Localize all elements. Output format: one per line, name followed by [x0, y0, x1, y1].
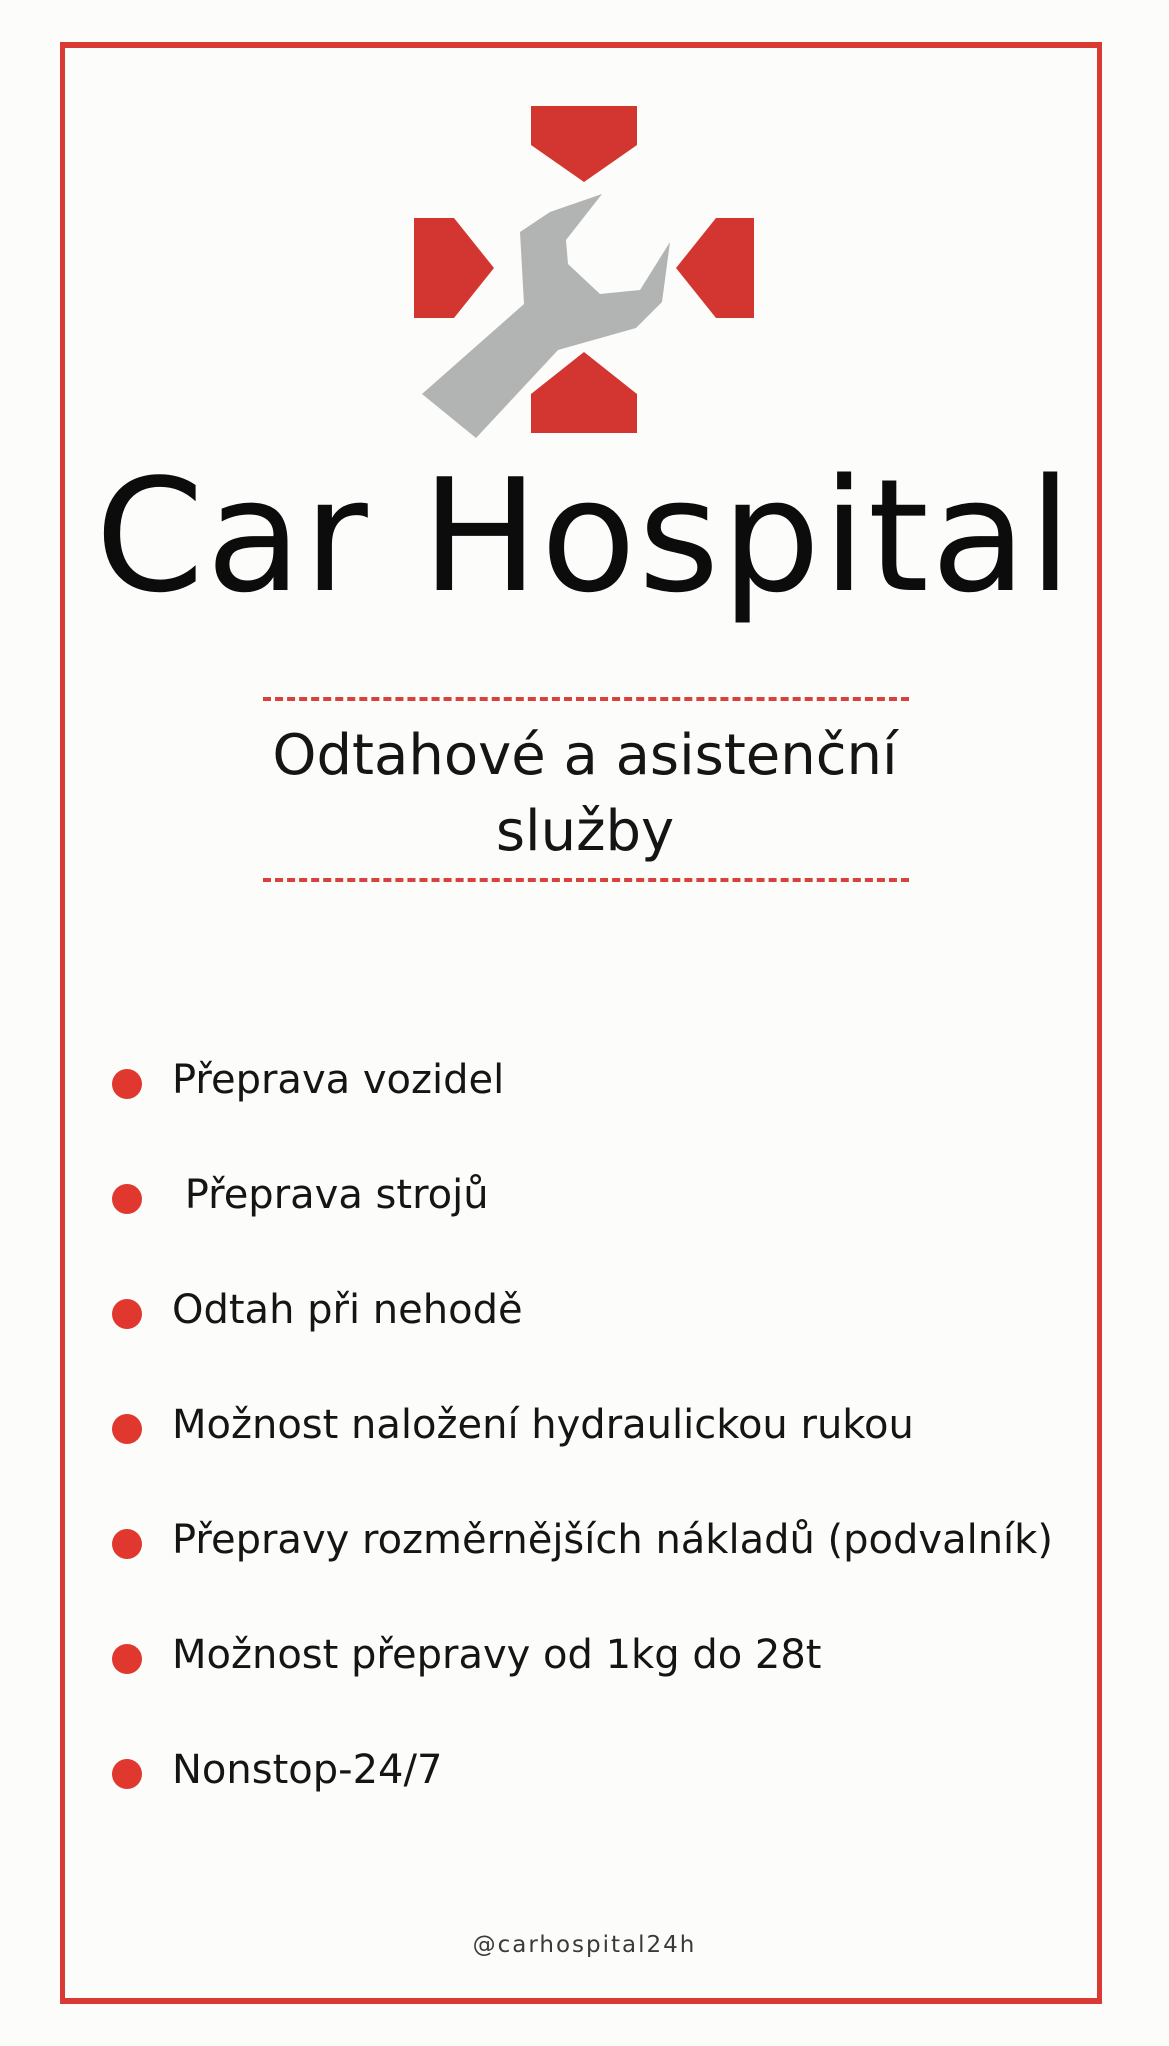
page-subtitle: [200, 718, 970, 870]
list-item: [112, 1508, 1053, 1623]
bullet-icon: [112, 1644, 142, 1674]
cross-arm-bottom: [531, 352, 637, 433]
bullet-icon: [112, 1529, 142, 1559]
dashed-divider-top: [263, 697, 909, 701]
dashed-divider-bottom: [263, 878, 909, 882]
list-item: [112, 1048, 1053, 1163]
bullet-icon: [112, 1759, 142, 1789]
wrench-cross-icon: [414, 102, 754, 442]
services-list: [112, 1048, 1053, 1853]
list-item: [112, 1738, 1053, 1853]
subtitle-line-2: služby: [495, 799, 675, 864]
bullet-icon: [112, 1184, 142, 1214]
service-label: Možnost přepravy od 1kg do 28t: [172, 1632, 822, 1678]
cross-arm-left: [414, 218, 494, 318]
list-item: [112, 1393, 1053, 1508]
bullet-icon: [112, 1414, 142, 1444]
list-item: [112, 1163, 1053, 1278]
list-item: [112, 1278, 1053, 1393]
service-label: Přepravy rozměrnějších nákladů (podvalník): [172, 1517, 1053, 1563]
cross-arm-right: [676, 218, 754, 318]
subtitle-line-1: Odtahové a asistenční: [272, 723, 898, 788]
bullet-icon: [112, 1069, 142, 1099]
service-label: Odtah při nehodě: [172, 1287, 523, 1333]
social-handle: @carhospital24h: [472, 1932, 697, 1958]
service-label: Přeprava strojů: [172, 1172, 489, 1218]
service-label: Přeprava vozidel: [172, 1057, 505, 1103]
service-label: Možnost naložení hydraulickou rukou: [172, 1402, 914, 1448]
bullet-icon: [112, 1299, 142, 1329]
cross-arm-top: [531, 106, 637, 182]
list-item: [112, 1623, 1053, 1738]
page-title: Car Hospital: [95, 445, 1074, 627]
service-label: Nonstop-24/7: [172, 1747, 443, 1793]
